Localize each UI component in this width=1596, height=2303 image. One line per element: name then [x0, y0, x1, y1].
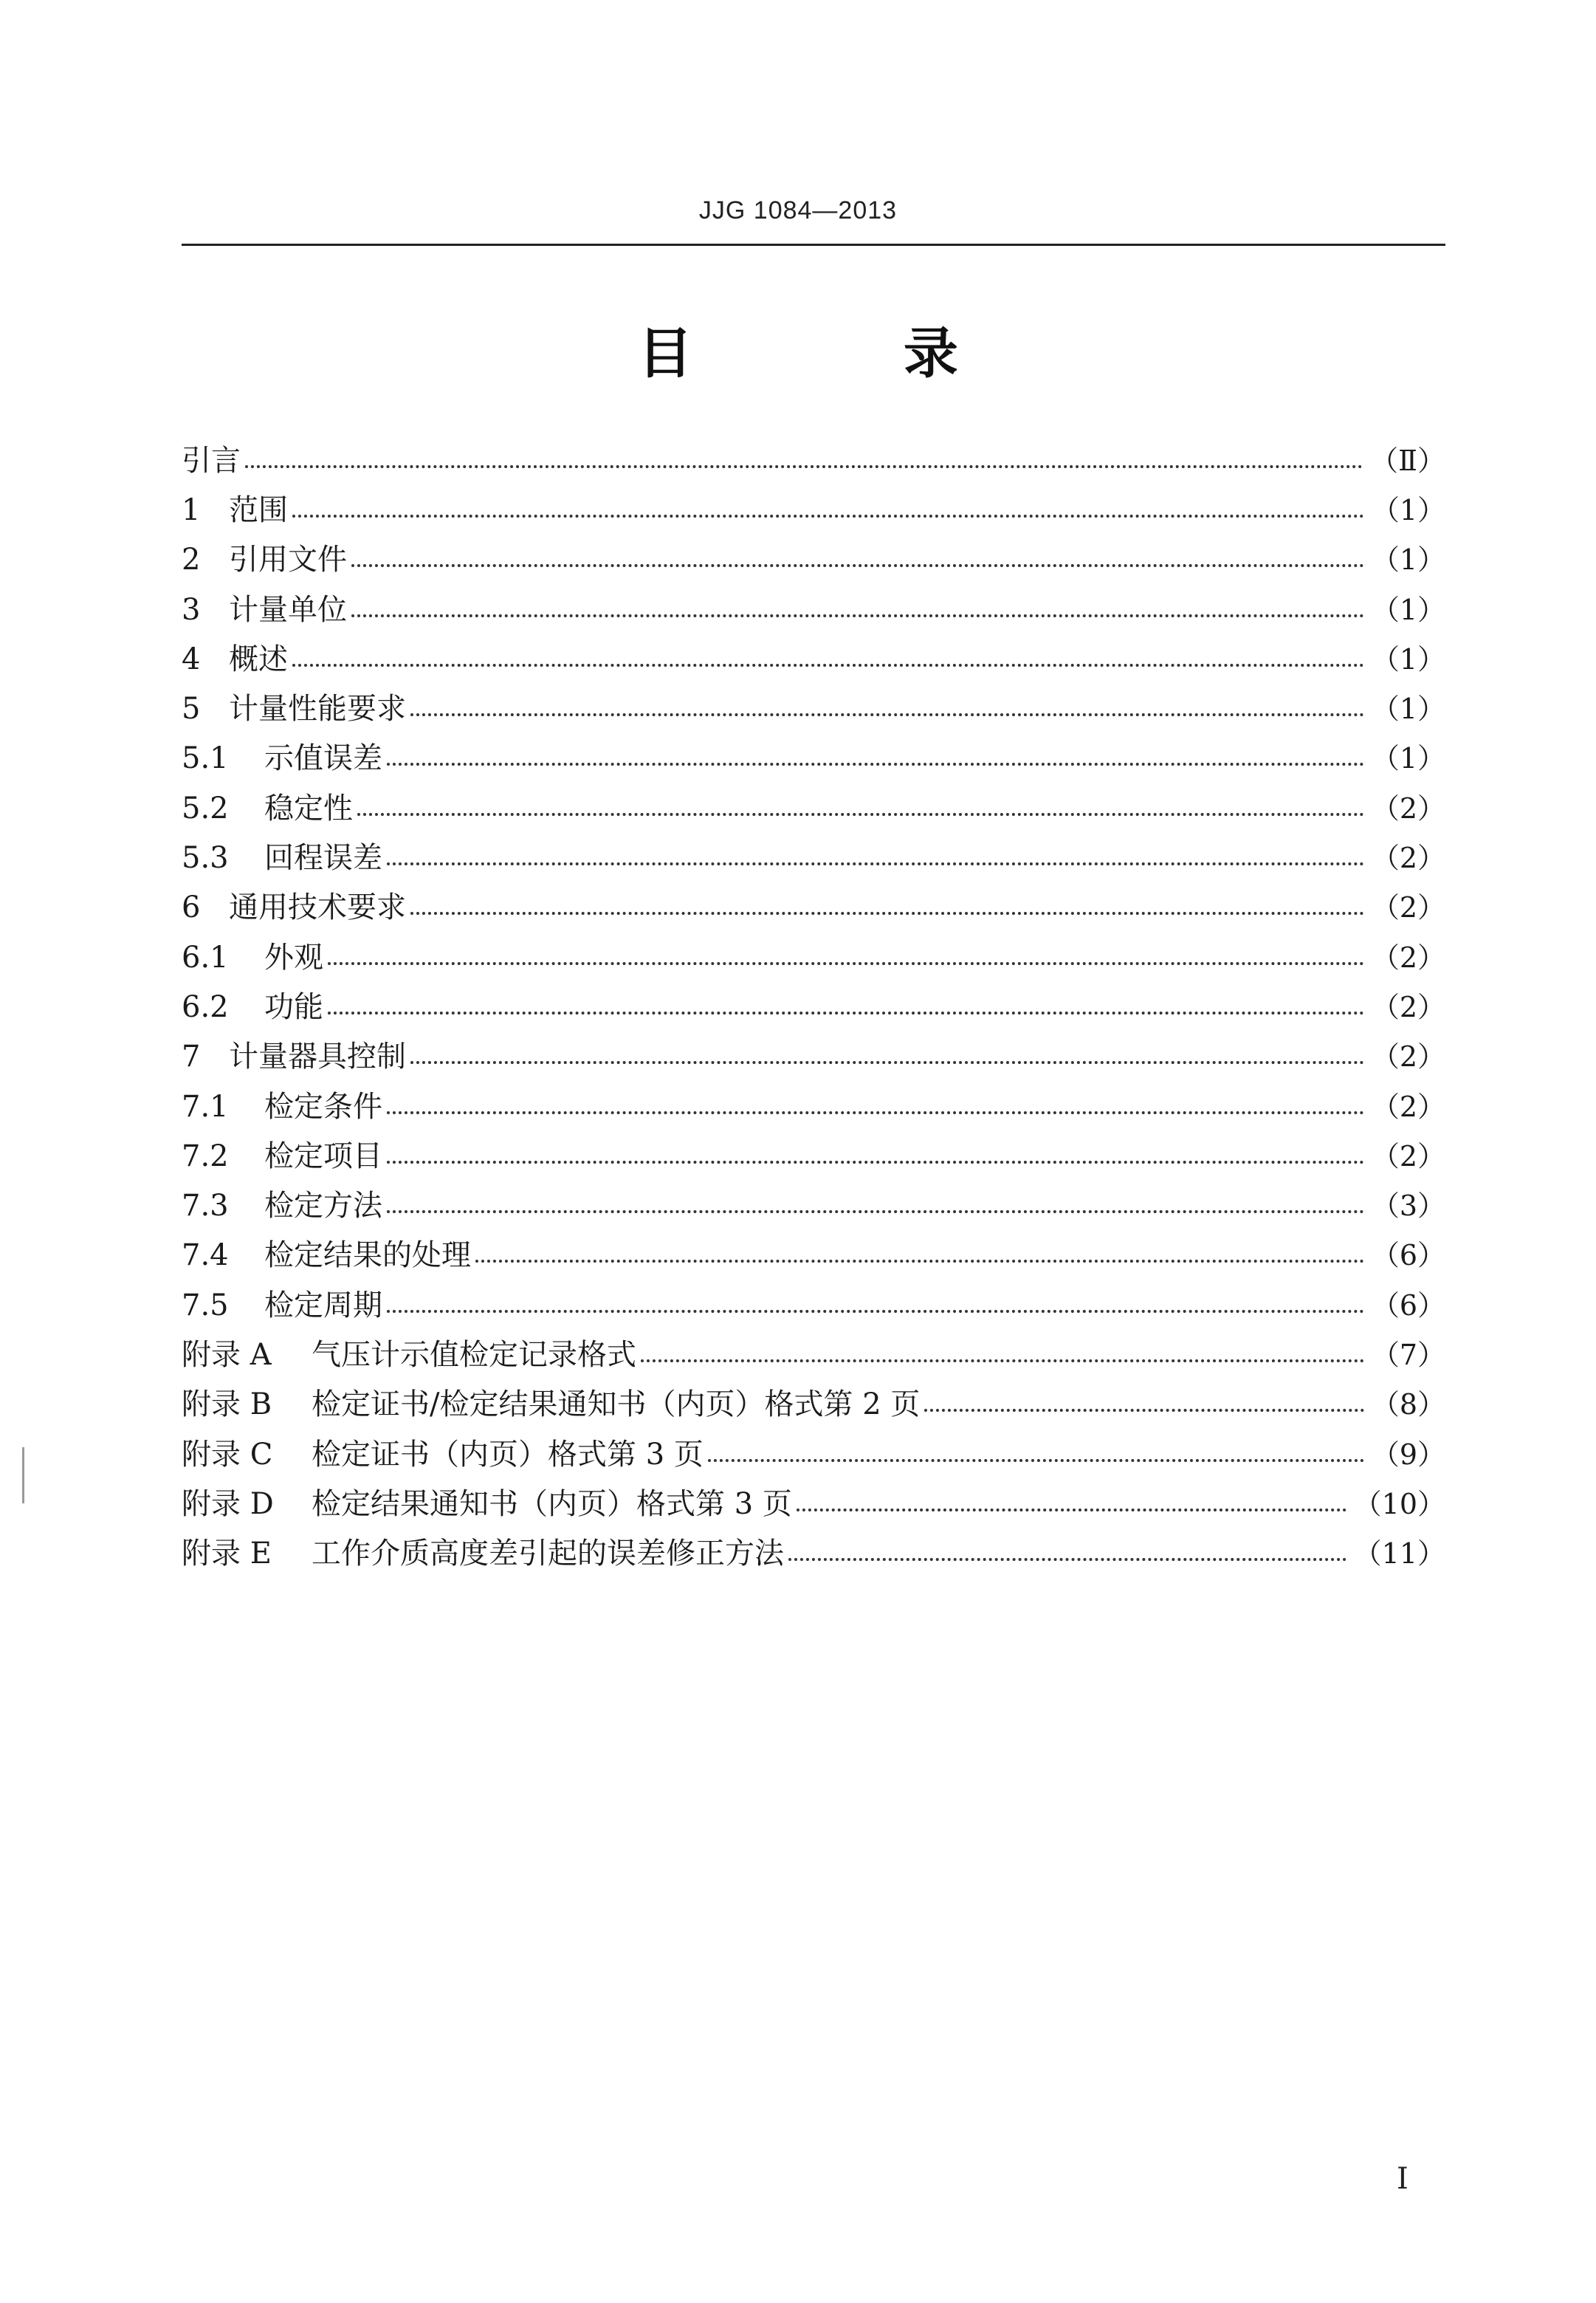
toc-entry-number: 6.1: [182, 940, 229, 975]
toc-entry: [182, 535, 1445, 585]
toc-leader-dots: [387, 862, 1364, 865]
toc-entry-page: （2）: [1371, 1090, 1445, 1123]
toc-leader-dots: [387, 1210, 1364, 1213]
scan-artifact-mark: [22, 1447, 24, 1503]
toc-entry-number: 4: [182, 642, 201, 676]
toc-entry-page: （9）: [1371, 1438, 1445, 1471]
toc-entry-title: 引言: [182, 443, 241, 478]
toc-entry-number: 7.5: [182, 1288, 229, 1322]
toc-entry: [182, 436, 1445, 485]
toc-entry: [182, 783, 1445, 833]
toc-entry-number: 5.2: [182, 791, 229, 826]
toc-entry-number: 2: [182, 543, 201, 577]
toc-entry: [182, 1181, 1445, 1230]
toc-leader-dots: [351, 564, 1364, 567]
toc-entry-page: （7）: [1371, 1338, 1445, 1371]
toc-entry-page: （3）: [1371, 1190, 1445, 1223]
toc-entry: [182, 1231, 1445, 1280]
toc-entry: [182, 1131, 1445, 1181]
toc-entry: [182, 585, 1445, 634]
toc-entry: [182, 1429, 1445, 1479]
toc-entry-title: 气压计示值检定记录格式: [312, 1337, 636, 1372]
toc-entry: [182, 734, 1445, 783]
toc-entry: [182, 833, 1445, 882]
toc-entry-number: 6: [182, 890, 201, 925]
toc-entry-page: （1）: [1371, 493, 1445, 526]
toc-entry-page: （1）: [1371, 693, 1445, 726]
toc-entry-number: 附录 E: [182, 1537, 272, 1571]
toc-entry: [182, 883, 1445, 933]
toc-entry: [182, 1529, 1445, 1579]
toc-entry: [182, 982, 1445, 1032]
toc-leader-dots: [410, 912, 1364, 915]
toc-entry-title: 引用文件: [229, 543, 347, 577]
toc-leader-dots: [788, 1558, 1346, 1561]
toc-entry-number: 7: [182, 1040, 201, 1074]
toc-entry-number: 5: [182, 692, 201, 727]
toc-entry: [182, 634, 1445, 684]
toc-leader-dots: [357, 813, 1364, 816]
toc-entry-title: 稳定性: [264, 791, 353, 826]
toc-entry-title: 通用技术要求: [229, 890, 406, 925]
toc-leader-dots: [387, 763, 1364, 766]
toc-entry-page: （8）: [1371, 1388, 1445, 1421]
toc-entry: [182, 1082, 1445, 1131]
toc-entry-number: 附录 D: [182, 1486, 274, 1521]
toc-entry-page: （1）: [1371, 742, 1445, 775]
toc-entry-title: 概述: [229, 642, 288, 676]
toc-entry-page: （11）: [1353, 1537, 1445, 1571]
toc-leader-dots: [797, 1509, 1346, 1511]
toc-entry: [182, 485, 1445, 535]
table-of-contents: [182, 436, 1445, 1579]
page-title: 目 录: [638, 322, 1054, 385]
toc-leader-dots: [708, 1459, 1364, 1462]
toc-entry-title: 功能: [264, 989, 323, 1024]
toc-entry-title: 检定项目: [264, 1139, 382, 1173]
toc-entry-title: 检定方法: [264, 1189, 382, 1223]
toc-entry-number: 附录 A: [182, 1337, 272, 1372]
toc-leader-dots: [387, 1161, 1364, 1164]
toc-entry-page: （2）: [1371, 792, 1445, 825]
toc-entry-title: 范围: [229, 492, 288, 527]
toc-leader-dots: [641, 1359, 1364, 1362]
toc-leader-dots: [387, 1310, 1364, 1313]
toc-leader-dots: [328, 1012, 1364, 1015]
toc-entry-number: 3: [182, 592, 201, 627]
toc-entry-title: 计量性能要求: [229, 692, 406, 727]
toc-entry-title: 计量器具控制: [229, 1040, 406, 1074]
toc-entry-number: 1: [182, 492, 201, 527]
toc-entry-title: 外观: [264, 940, 323, 975]
toc-entry-page: （1）: [1371, 642, 1445, 676]
toc-entry-number: 7.1: [182, 1089, 229, 1124]
toc-entry-number: 7.3: [182, 1189, 229, 1223]
toc-entry: [182, 1380, 1445, 1429]
toc-leader-dots: [924, 1409, 1363, 1412]
toc-entry-page: （2）: [1371, 1040, 1445, 1074]
toc-entry: [182, 1280, 1445, 1330]
toc-entry-title: 检定证书/检定结果通知书（内页）格式第 2 页: [312, 1387, 921, 1422]
toc-leader-dots: [351, 614, 1364, 617]
toc-entry-title: 检定结果通知书（内页）格式第 3 页: [312, 1486, 792, 1521]
toc-entry-title: 示值误差: [264, 741, 382, 776]
toc-entry-number: 附录 B: [182, 1387, 272, 1422]
toc-entry-page: （6）: [1371, 1239, 1445, 1272]
toc-entry-number: 5.1: [182, 741, 229, 776]
toc-leader-dots: [410, 1061, 1364, 1064]
toc-entry-title: 回程误差: [264, 841, 382, 876]
toc-entry-page: （Ⅱ）: [1370, 444, 1445, 477]
toc-entry-title: 检定证书（内页）格式第 3 页: [312, 1437, 704, 1472]
toc-leader-dots: [410, 713, 1364, 716]
toc-leader-dots: [328, 962, 1364, 965]
toc-entry-title: 工作介质高度差引起的误差修正方法: [312, 1537, 784, 1571]
toc-entry-title: 检定结果的处理: [264, 1238, 471, 1273]
toc-leader-dots: [475, 1260, 1364, 1263]
toc-entry: [182, 684, 1445, 733]
toc-entry-page: （6）: [1371, 1288, 1445, 1322]
toc-entry-number: 6.2: [182, 989, 229, 1024]
toc-entry-page: （2）: [1371, 941, 1445, 974]
toc-entry-page: （2）: [1371, 891, 1445, 924]
toc-leader-dots: [387, 1111, 1364, 1114]
toc-leader-dots: [245, 465, 1363, 468]
page-number: I: [1397, 2162, 1408, 2196]
toc-leader-dots: [292, 664, 1364, 667]
toc-entry-page: （2）: [1371, 842, 1445, 875]
toc-entry-number: 5.3: [182, 841, 229, 876]
toc-entry: [182, 1032, 1445, 1082]
toc-entry-number: 7.4: [182, 1238, 229, 1273]
toc-entry-page: （2）: [1371, 1139, 1445, 1173]
toc-entry-title: 计量单位: [229, 592, 347, 627]
toc-entry-number: 7.2: [182, 1139, 229, 1173]
toc-entry-page: （1）: [1371, 543, 1445, 577]
toc-leader-dots: [292, 515, 1364, 518]
toc-entry-page: （1）: [1371, 593, 1445, 626]
toc-entry-title: 检定条件: [264, 1089, 382, 1124]
toc-entry: [182, 1330, 1445, 1379]
toc-entry-page: （2）: [1371, 990, 1445, 1023]
header-rule: [182, 244, 1445, 246]
toc-entry: [182, 933, 1445, 982]
toc-entry-title: 检定周期: [264, 1288, 382, 1322]
standard-code: JJG 1084—2013: [698, 196, 898, 224]
toc-entry-page: （10）: [1353, 1487, 1445, 1520]
toc-entry-number: 附录 C: [182, 1437, 273, 1472]
toc-entry: [182, 1479, 1445, 1528]
